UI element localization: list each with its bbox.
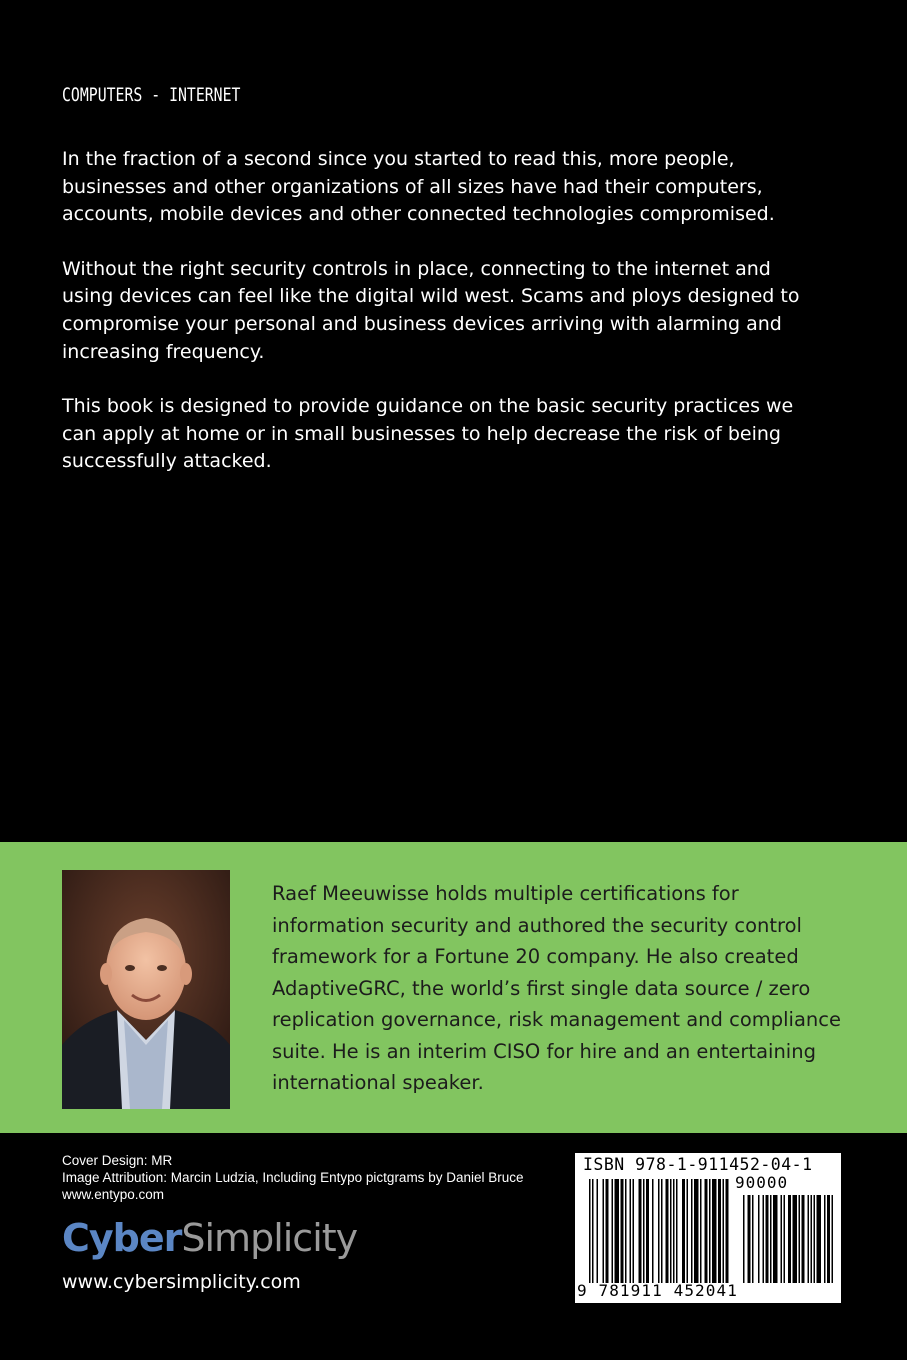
cover-design-credit: Cover Design: MR [62,1153,173,1168]
addon-barcode-bar [827,1195,830,1283]
addon-barcode-bar [814,1195,816,1283]
ean-number: 9 781911 452041 [577,1281,738,1300]
barcode-bar [652,1179,654,1283]
addon-barcode-bar [824,1195,826,1283]
credits [62,1152,524,1203]
addon-barcode-bar [758,1195,760,1283]
publisher-logo [62,1214,357,1262]
back-cover-blurb [62,146,822,503]
barcode-bar [630,1179,632,1283]
barcode-bar [687,1179,689,1283]
barcode-bar [592,1179,594,1283]
addon-barcode-bar [773,1195,778,1283]
barcode-bar [712,1179,717,1283]
barcode-bar [633,1179,635,1283]
barcode-bar [615,1179,620,1283]
barcode-bar [718,1179,721,1283]
barcode-bar [658,1179,660,1283]
barcode-bar [682,1179,685,1283]
logo-text-cyber: Cyber [62,1216,182,1260]
addon-barcode-bar [766,1195,769,1283]
addon-barcode-bar [781,1195,783,1283]
barcode-bar [705,1179,708,1283]
barcode-bar [643,1179,645,1283]
barcode-bar [691,1179,693,1283]
blurb-paragraph-2: Without the right security controls in place, connecting to the internet and using devices can feel like the digital wild west. Scams and ploys designed to compromise your personal and business devices arriving with alarming and increasing frequency. [62,257,800,363]
image-attribution-credit: Image Attribution: Marcin Ludzia, Including Entypo pictgrams by Daniel Bruce [62,1170,524,1185]
addon-barcode-bar [770,1195,772,1283]
blurb-paragraph-3: This book is designed to provide guidance on the basic security practices we can apply at home or in small businesses to help decrease the risk of being successfully attacked. [62,395,794,473]
publisher-website-link[interactable]: www.cybersimplicity.com [62,1271,301,1293]
addon-barcode-bar [811,1195,813,1283]
barcode-bar [597,1179,599,1283]
barcode-bar [673,1179,675,1283]
barcode-bar [606,1179,609,1283]
addon-barcode-bar [784,1195,786,1283]
addon-barcode-bar [808,1195,810,1283]
barcode-bar [700,1179,702,1283]
barcode-bar [621,1179,624,1283]
entypo-link[interactable]: www.entypo.com [62,1187,165,1202]
logo-text-simplicity: Simplicity [181,1216,358,1260]
addon-barcode-bar [763,1195,765,1283]
addon-barcode-bar [799,1195,801,1283]
barcode-bar [612,1179,614,1283]
barcode-bar [676,1179,678,1283]
barcode-bar [709,1179,711,1283]
barcode-bar [726,1179,729,1283]
barcode-bar [646,1179,649,1283]
addon-barcode-bar [752,1195,754,1283]
barcode-bar [666,1179,669,1283]
addon-barcode-bars [743,1195,833,1283]
barcode-bar [625,1179,627,1283]
main-barcode-bars [589,1179,729,1283]
author-photo [62,870,230,1109]
barcode-bar [589,1179,591,1283]
blurb-paragraph-1: In the fraction of a second since you started to read this, more people, businesses and other organizations of all sizes have had their computers, accounts, mobile devices and other connected technologies compromised. [62,148,775,226]
addon-barcode-bar [788,1195,791,1283]
category-label: COMPUTERS - INTERNET [62,84,241,106]
author-portrait-image [62,870,230,1109]
barcode-bar [723,1179,725,1283]
addon-barcode-bar [743,1195,745,1283]
addon-barcode-bar [793,1195,798,1283]
barcode-bar [639,1179,642,1283]
price-code: 90000 [735,1173,789,1192]
addon-barcode-bar [832,1195,834,1283]
addon-barcode-bar [748,1195,751,1283]
barcode-bar [694,1179,699,1283]
addon-barcode-bar [802,1195,805,1283]
isbn-barcode [575,1153,841,1303]
barcode-bar [670,1179,672,1283]
addon-barcode-bar [817,1195,822,1283]
author-bio: Raef Meeuwisse holds multiple certifications for information security and authored the security control framework for a Fortune 20 company. He also created AdaptiveGRC, the world’s first single data source / zero replication governance, risk management and compliance suite. He is an interim CISO for hire and an entertaining international speaker. [272,882,842,1094]
isbn-number: ISBN 978-1-911452-04-1 [583,1155,813,1174]
barcode-bar [661,1179,663,1283]
barcode-bar [603,1179,605,1283]
